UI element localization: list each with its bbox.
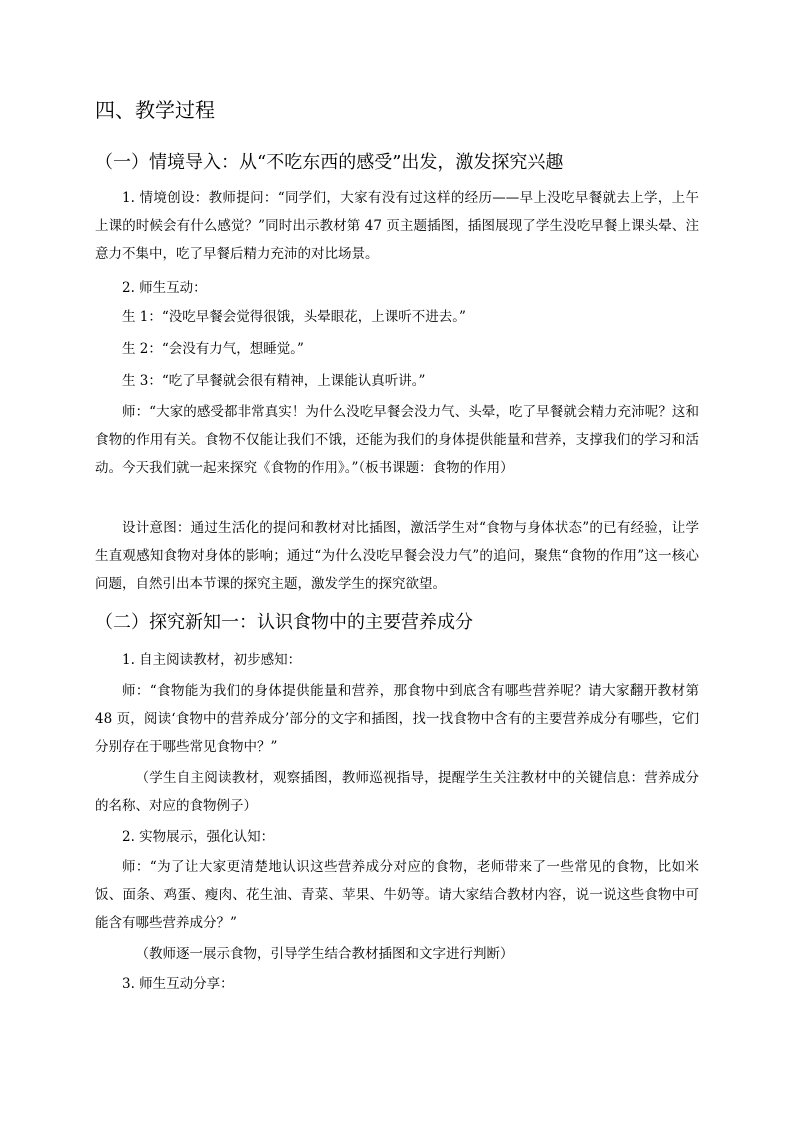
section-heading: 四、教学过程 [95, 98, 215, 122]
paragraph: 生 1：“没吃早餐会觉得很饿，头晕眼花，上课听不进去。” [122, 309, 466, 325]
paragraph: 师：“食物能为我们的身体提供能量和营养，那食物中到底含有哪些营养呢？请大家翻开教材第 48 页，阅读‘食物中的营养成分’部分的文字和插图，找一找食物中含有的主要营养成分有哪些，它们分别存在于哪些常见食物中？” [95, 683, 699, 755]
subsection-title-2: （二）探究新知一：认识食物中的主要营养成分 [95, 612, 473, 633]
paragraph: （教师逐一展示食物，引导学生结合教材插图和文字进行判断） [135, 946, 514, 962]
paragraph: 师：“为了让大家更清楚地认识这些营养成分对应的食物，老师带来了一些常见的食物，比如米饭、面条、鸡蛋、瘦肉、花生油、青菜、苹果、牛奶等。请大家结合教材内容，说一说这些食物中可能含有哪些营养成分？” [95, 859, 699, 931]
paragraph: 2. 师生互动： [122, 280, 207, 296]
paragraph: 生 3：“吃了早餐就会很有精神，上课能认真听讲。” [122, 373, 426, 389]
paragraph: 2. 实物展示，强化认知： [122, 829, 275, 845]
paragraph: 1. 自主阅读教材，初步感知： [122, 652, 302, 668]
paragraph: 3. 师生互动分享： [122, 976, 234, 992]
paragraph: 1. 情境创设：教师提问：“同学们，大家有没有过这样的经历——早上没吃早餐就去上学，上午上课的时候会有什么感觉？”同时出示教材第 47 页主题插图，插图展现了学生没吃早餐上课头晕、注意力不集中，吃了早餐后精力充沛的对比场景。 [95, 190, 699, 262]
paragraph: 生 2：“会没有力气，想睡觉。” [122, 341, 304, 357]
subsection-title-1: （一）情境导入：从“不吃东西的感受”出发，激发探究兴趣 [95, 152, 564, 173]
paragraph: 师：“大家的感受都非常真实！为什么没吃早餐会没力气、头晕，吃了早餐就会精力充沛呢？这和食物的作用有关。食物不仅能让我们不饿，还能为我们的身体提供能量和营养，支撑我们的学习和活动。今天我们就一起来探究《食物的作用》。”（板书课题：食物的作用） [95, 404, 699, 476]
paragraph: 设计意图：通过生活化的提问和教材对比插图，激活学生对“食物与身体状态”的已有经验，让学生直观感知食物对身体的影响；通过“为什么没吃早餐会没力气”的追问，聚焦“食物的作用”这一核心问题，自然引出本节课的探究主题，激发学生的探究欲望。 [95, 520, 699, 592]
paragraph: （学生自主阅读教材，观察插图，教师巡视指导，提醒学生关注教材中的关键信息：营养成分的名称、对应的食物例子） [95, 770, 699, 814]
